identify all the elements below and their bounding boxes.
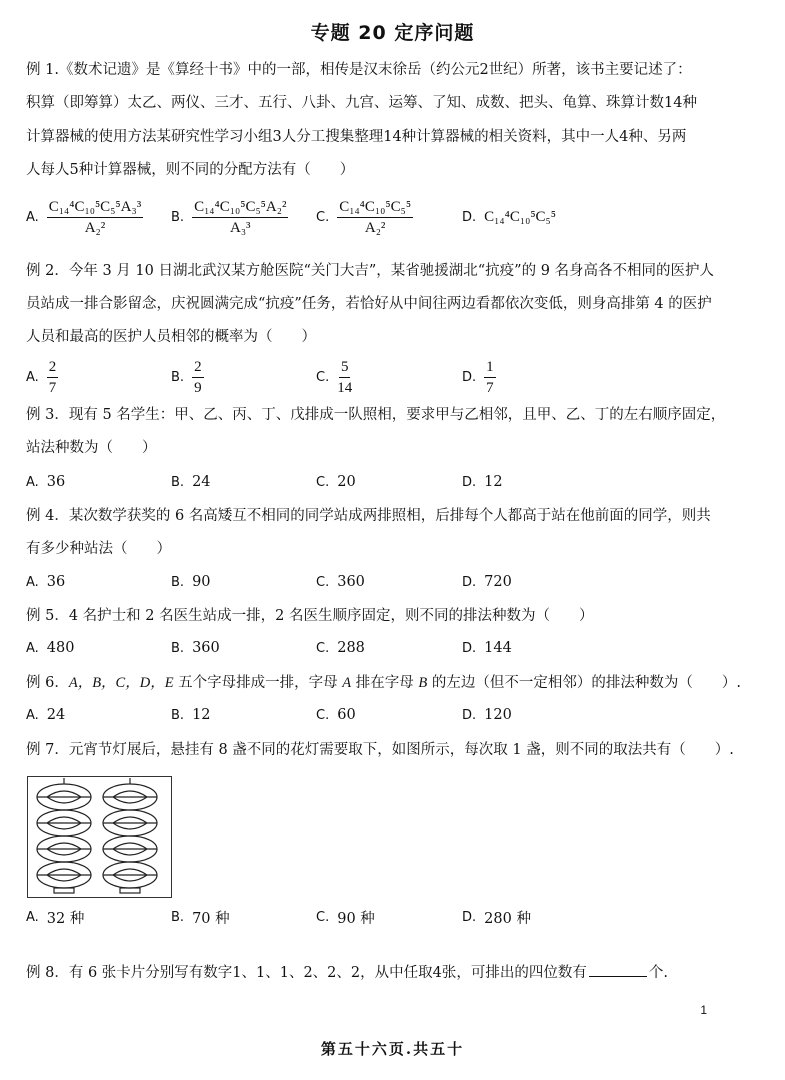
q5-option-b[interactable]: B. 360 [171, 640, 220, 656]
q2-option-a[interactable]: A. $\frac{2}{7}$ [26, 358, 57, 396]
q2-line-2: 员站成一排合影留念，庆祝圆满完成“抗疫”任务，若恰好从中间往两边看都依次变低，则身高排第 4 的医护 [26, 296, 712, 312]
q2-line-3: 人员和最高的医护人员相邻的概率为（ ） [26, 329, 316, 345]
q6-options [26, 695, 761, 735]
q1-options [26, 197, 761, 237]
page-number: 1 [700, 1003, 707, 1017]
q4-option-a[interactable]: A. 36 [26, 574, 66, 590]
q7-options [26, 897, 761, 937]
q5-line-1: 例 5．4 名护士和 2 名医生站成一排，2 名医生顺序固定，则不同的排法种数为（ ） [26, 608, 594, 624]
q1-option-b[interactable]: B. $\frac{\text{C₁₄⁴C₁₀⁵C₅⁵A₂²}}{\text{A₃³}}$ [171, 198, 287, 236]
q3-line-2: 站法种数为（ ） [26, 440, 157, 456]
q6-option-a[interactable]: A. 24 [26, 707, 66, 723]
q3-option-c[interactable]: C. 20 [316, 474, 356, 490]
q4-line-1: 例 4．某次数学获奖的 6 名高矮互不相同的同学站成两排照相，后排每个人都高于站在他前面的同学，则共 [26, 508, 711, 524]
q7-option-d[interactable]: D. 280 种 [462, 909, 531, 927]
q3-option-b[interactable]: B. 24 [171, 474, 211, 490]
q4-line-2: 有多少种站法（ ） [26, 541, 171, 557]
q4-option-d[interactable]: D. 720 [462, 574, 512, 590]
q3-line-1: 例 3．现有 5 名学生：甲、乙、丙、丁、戊排成一队照相，要求甲与乙相邻，且甲、乙、丁的左右顺序固定， [26, 407, 726, 423]
q1-line-4: 人每人5种计算器械，则不同的分配方法有（ ） [26, 162, 355, 178]
q3-option-d[interactable]: D. 12 [462, 474, 503, 490]
q6-option-c[interactable]: C. 60 [316, 707, 356, 723]
q4-option-c[interactable]: C. 360 [316, 574, 365, 590]
q6-line-1: 例 6．A，B，C，D，E 五个字母排成一排，字母 A 排在字母 B 的左边（但不一定相邻）的排法种数为（ ）. [26, 675, 741, 691]
q2-option-c[interactable]: C. $\frac{5}{14}$ [316, 358, 353, 396]
q1-option-a[interactable]: A. $\frac{\text{C₁₄⁴C₁₀⁵C₅⁵A₃³}}{\text{A₂²}}$ [26, 198, 142, 236]
q8-answer-blank[interactable] [589, 962, 647, 977]
q7-option-b[interactable]: B. 70 种 [171, 909, 230, 927]
q6-option-d[interactable]: D. 120 [462, 707, 512, 723]
q5-option-d[interactable]: D. 144 [462, 640, 512, 656]
q7-option-a[interactable]: A. 32 种 [26, 909, 85, 927]
q5-option-c[interactable]: C. 288 [316, 640, 365, 656]
q4-option-b[interactable]: B. 90 [171, 574, 211, 590]
lantern-figure [27, 776, 172, 898]
q4-options [26, 562, 761, 602]
q1-line-2: 积算（即筹算）太乙、两仪、三才、五行、八卦、九宫、运筹、了知、成数、把头、龟算、珠算计数14种 [26, 95, 697, 111]
page-title: 专题 20 定序问题 [310, 22, 475, 44]
q3-options [26, 462, 761, 502]
q2-option-b[interactable]: B. $\frac{2}{9}$ [171, 358, 202, 396]
q1-line-3: 计算器械的使用方法某研究性学习小组3人分工搜集整理14种计算器械的相关资料，其中一人4种、另两 [26, 129, 687, 145]
q2-option-d[interactable]: D. $\frac{1}{7}$ [462, 358, 494, 396]
page-footer: 第五十六页.共五十 [320, 1040, 465, 1058]
q6-option-b[interactable]: B. 12 [171, 707, 211, 723]
q1-option-c[interactable]: C. $\frac{\text{C₁₄⁴C₁₀⁵C₅⁵}}{\text{A₂²}}$ [316, 198, 412, 236]
q2-line-1: 例 2．今年 3 月 10 日湖北武汉某方舱医院“关门大吉”，某省驰援湖北“抗疫”的 9 名身高各不相同的医护人 [26, 263, 715, 279]
q7-line-1: 例 7．元宵节灯展后，悬挂有 8 盏不同的花灯需要取下，如图所示，每次取 1 盏，则不同的取法共有（ ）. [26, 742, 734, 758]
q5-options [26, 628, 761, 668]
q1-option-d[interactable]: D. C₁₄⁴C₁₀⁵C₅⁵ [462, 208, 557, 225]
q1-line-1: 例 1.《数术记遗》是《算经十书》中的一部，相传是汉末徐岳（约公元2世纪）所著，该书主要记述了： [26, 62, 692, 78]
q5-option-a[interactable]: A. 480 [26, 640, 75, 656]
q2-options [26, 357, 761, 397]
q8-line-1: 例 8．有 6 张卡片分别写有数字1、1、1、2、2、2，从中任取4张，可排出的四位数有 个. [26, 962, 761, 983]
q7-option-c[interactable]: C. 90 种 [316, 909, 375, 927]
q3-option-a[interactable]: A. 36 [26, 474, 66, 490]
